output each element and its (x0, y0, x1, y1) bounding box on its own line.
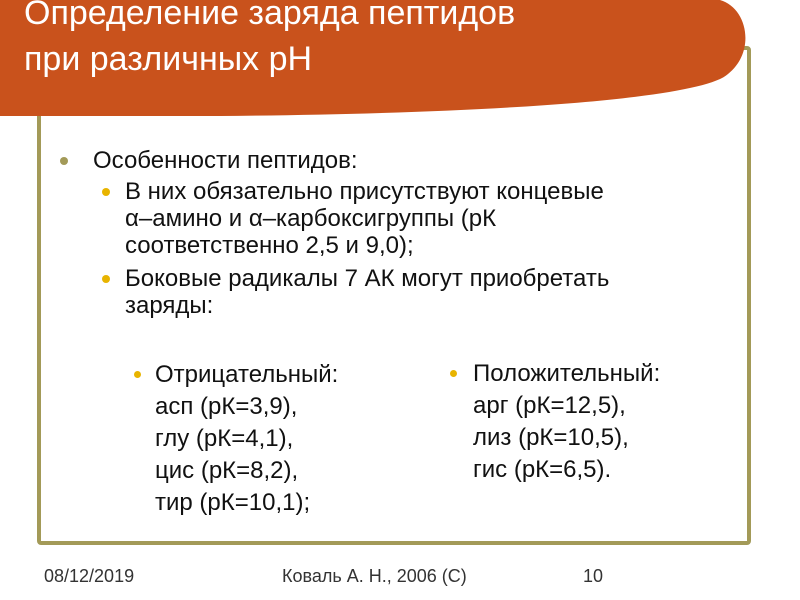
bullet-line: заряды: (125, 292, 214, 319)
positive-charge-column (473, 358, 660, 486)
bullet-text-terminal-groups (125, 178, 604, 259)
positive-heading: Положительный: (473, 360, 661, 387)
positive-item: арг (рК=12,5), (473, 392, 626, 419)
bullet-level2-icon (102, 275, 110, 283)
slide-title-line-1: Определение заряда пептидов (24, 0, 516, 32)
footer-author: Коваль А. Н., 2006 (С) (282, 566, 467, 586)
negative-item: тир (рК=10,1); (155, 489, 311, 516)
footer-page-number: 10 (583, 566, 604, 586)
footer-date: 08/12/2019 (44, 566, 135, 586)
negative-item: асп (рК=3,9), (155, 393, 298, 420)
bullet-level2-icon (450, 370, 457, 377)
positive-item: лиз (рК=10,5), (473, 424, 629, 451)
bullet-text-peptide-features (93, 147, 358, 174)
negative-charge-column (155, 359, 338, 519)
negative-item: цис (рК=8,2), (155, 457, 299, 484)
negative-heading: Отрицательный: (155, 361, 339, 388)
bullet-level2-icon (102, 188, 110, 196)
bullet-level1-icon (60, 157, 68, 165)
title-banner (0, 0, 750, 118)
negative-item: глу (рК=4,1), (155, 425, 294, 452)
bullet-line: В них обязательно присутствуют концевые (125, 178, 604, 205)
bullet-level2-icon (134, 371, 141, 378)
bullet-line: Боковые радикалы 7 АК могут приобретать (125, 265, 610, 292)
slide-title (24, 0, 515, 82)
positive-item: гис (рК=6,5). (473, 456, 612, 483)
slide-title-line-2: при различных рН (24, 40, 313, 78)
bullet-line: соответственно 2,5 и 9,0); (125, 232, 414, 259)
bullet-line: Особенности пептидов: (93, 147, 358, 174)
bullet-text-side-radicals (125, 265, 609, 319)
bullet-line: α–амино и α–карбоксигруппы (рК (125, 205, 497, 232)
